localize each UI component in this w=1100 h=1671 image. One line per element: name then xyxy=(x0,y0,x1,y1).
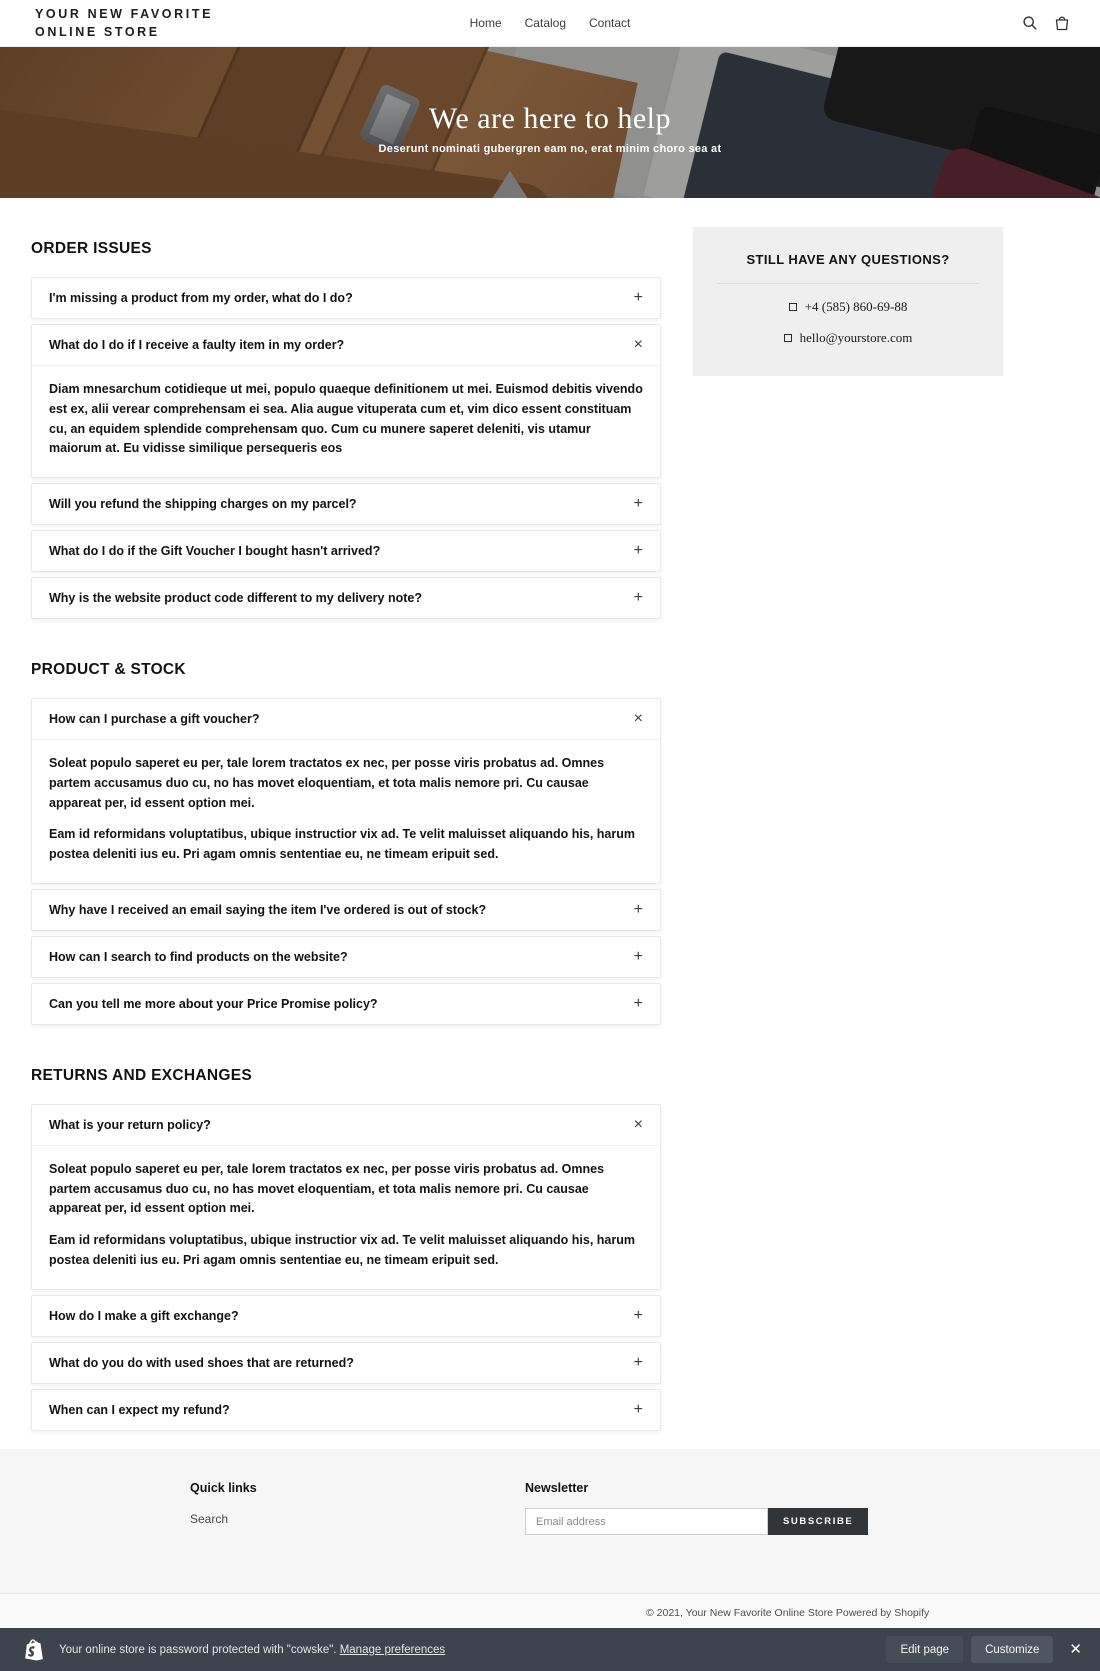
site-header xyxy=(0,0,1100,47)
faq-question-label: I'm missing a product from my order, what do I do? xyxy=(49,291,353,305)
manage-preferences-link[interactable]: Manage preferences xyxy=(339,1643,446,1656)
hero-title: We are here to help xyxy=(429,102,671,135)
phone-icon xyxy=(789,303,797,311)
faq-question-label: How can I search to find products on the website? xyxy=(49,949,348,964)
questions-box-title: STILL HAVE ANY QUESTIONS? xyxy=(746,252,950,267)
faq-item xyxy=(31,1342,661,1384)
collapse-icon[interactable]: × xyxy=(633,336,643,353)
collapse-icon[interactable]: × xyxy=(633,710,643,727)
nav-link-catalog[interactable]: Catalog xyxy=(524,16,567,30)
newsletter-column xyxy=(525,1481,868,1535)
faq-question[interactable] xyxy=(32,1390,660,1430)
powered-by-link[interactable]: Powered by Shopify xyxy=(835,1607,930,1619)
cart-icon[interactable] xyxy=(1054,15,1070,31)
shopify-icon xyxy=(25,1639,44,1661)
divider xyxy=(717,283,979,284)
site-footer xyxy=(0,1449,1100,1593)
faq-item xyxy=(31,1104,661,1290)
faq-item xyxy=(31,698,661,884)
hero-subtitle: Deserunt nominati gubergren eam no, erat minim choro sea at xyxy=(378,143,722,155)
quick-links-title: Quick links xyxy=(190,1481,257,1495)
section-title: RETURNS AND EXCHANGES xyxy=(31,1066,253,1084)
faq-answer-paragraph: Diam mnesarchum cotidieque ut mei, populo quaeque definitionem ut mei. Euismod debitis vivendo est ex, alii verear comprehensam ei sea. Alia augue vituperata cum et, vim dico essent constituam cu, an equidem splendide comprehensam quo. Cum cu munere saperet deleniti, vis utamur maiorum at. Eu vidisse similique persequeris eos xyxy=(49,382,643,456)
nav-link-home[interactable]: Home xyxy=(469,16,502,30)
close-icon[interactable]: ✕ xyxy=(1069,1641,1082,1658)
faq-answer-paragraph: Eam id reformidans voluptatibus, ubique instructior vix ad. Te velit maluisset aliquando his, harum postea deleniti ius eu. Pri agam omnis sententiae eu, ne timeam eripuit sed. xyxy=(49,827,635,861)
faq-question-label: What do I do if the Gift Voucher I bought hasn't arrived? xyxy=(49,544,381,558)
expand-icon[interactable]: + xyxy=(633,289,643,306)
phone-number: +4 (585) 860-69-88 xyxy=(804,299,908,314)
faq-section xyxy=(31,240,661,619)
expand-icon[interactable]: + xyxy=(633,1353,643,1371)
faq-answer xyxy=(32,365,660,477)
search-icon[interactable] xyxy=(1022,15,1038,31)
faq-item xyxy=(31,577,661,619)
email-contact[interactable] xyxy=(717,330,979,346)
copyright-strip xyxy=(0,1593,1100,1628)
expand-icon[interactable]: + xyxy=(633,1400,643,1418)
faq-item xyxy=(31,936,661,978)
header-icons xyxy=(1022,15,1070,31)
faq-answer-paragraph: Soleat populo saperet eu per, tale lorem tractatos ex nec, per posse viris probatus ad. Omnes partem accusamus duo cu, no has movet eloquentiam, et tota malis nemore pri. Cu causae appareat per, id essent option mei. xyxy=(49,756,605,810)
faq-question-label: How do I make a gift exchange? xyxy=(49,1308,239,1323)
faq-item xyxy=(31,277,661,319)
customize-button[interactable]: Customize xyxy=(971,1636,1053,1663)
expand-icon[interactable]: + xyxy=(633,900,643,918)
faq-question-label: What do I do if I receive a faulty item in my order? xyxy=(49,338,345,352)
edit-page-button[interactable]: Edit page xyxy=(886,1636,963,1663)
expand-icon[interactable]: + xyxy=(633,947,643,965)
faq-answer xyxy=(32,1145,660,1289)
faq-question-label: When can I expect my refund? xyxy=(49,1402,230,1417)
faq-item xyxy=(31,1295,661,1337)
faq-question-label: What is your return policy? xyxy=(49,1117,211,1132)
faq-question[interactable] xyxy=(32,1343,660,1383)
expand-icon[interactable]: + xyxy=(633,589,643,606)
faq-answer-paragraph: Soleat populo saperet eu per, tale lorem tractatos ex nec, per posse viris probatus ad. Omnes partem accusamus duo cu, no has movet eloquentiam, et tota malis nemore pri. Cu causae appareat per, id essent option mei. xyxy=(49,1161,605,1216)
main-nav xyxy=(470,16,631,30)
faq-answer-paragraph: Eam id reformidans voluptatibus, ubique instructior vix ad. Te velit maluisset aliquando his, harum postea deleniti ius eu. Pri agam omnis sententiae eu, ne timeam eripuit sed. xyxy=(49,1233,635,1267)
faq-question[interactable] xyxy=(32,984,660,1024)
faq-question-label: Will you refund the shipping charges on my parcel? xyxy=(49,497,357,511)
faq-question-label: What do you do with used shoes that are returned? xyxy=(49,1355,354,1370)
faq-item xyxy=(31,483,661,525)
faq-question-label: How can I purchase a gift voucher? xyxy=(49,712,260,726)
email-address: hello@yourstore.com xyxy=(799,330,913,345)
faq-question[interactable] xyxy=(32,1105,660,1145)
faq-question-label: Why is the website product code different to my delivery note? xyxy=(49,591,422,605)
faq-answer xyxy=(32,739,660,883)
faq-question[interactable] xyxy=(32,699,660,739)
section-title: ORDER ISSUES xyxy=(31,240,152,257)
store-logo[interactable]: YOUR NEW FAVORITE ONLINE STORE xyxy=(35,6,214,39)
faq-question[interactable] xyxy=(32,890,660,930)
copyright-text: © 2021, Your New Favorite Online Store xyxy=(646,1607,833,1619)
section-title: PRODUCT & STOCK xyxy=(31,661,186,678)
newsletter-form xyxy=(525,1508,868,1535)
faq-column xyxy=(31,240,661,1473)
faq-question[interactable] xyxy=(32,484,660,524)
faq-question[interactable] xyxy=(32,278,660,318)
email-icon xyxy=(784,334,792,342)
expand-icon[interactable]: + xyxy=(633,495,643,512)
sidebar xyxy=(693,227,1003,376)
faq-question[interactable] xyxy=(32,578,660,618)
expand-icon[interactable]: + xyxy=(633,1306,643,1324)
subscribe-button[interactable]: SUBSCRIBE xyxy=(768,1508,868,1535)
faq-item xyxy=(31,530,661,572)
expand-icon[interactable]: + xyxy=(633,542,643,559)
questions-box xyxy=(693,227,1003,376)
faq-question-label: Why have I received an email saying the item I've ordered is out of stock? xyxy=(49,902,487,917)
hero-banner xyxy=(0,47,1100,198)
faq-question[interactable] xyxy=(32,937,660,977)
quick-links-column xyxy=(190,1481,525,1535)
footer-link-search[interactable]: Search xyxy=(190,1512,229,1526)
faq-section xyxy=(31,1067,661,1431)
newsletter-title: Newsletter xyxy=(525,1481,589,1495)
faq-question[interactable] xyxy=(32,325,660,365)
expand-icon[interactable]: + xyxy=(633,994,643,1012)
shopify-admin-bar xyxy=(0,1628,1100,1671)
nav-link-contact[interactable]: Contact xyxy=(589,16,631,30)
faq-question[interactable] xyxy=(32,1296,660,1336)
faq-question[interactable] xyxy=(32,531,660,571)
quick-links-list xyxy=(190,1495,525,1528)
faq-item xyxy=(31,324,661,478)
email-input[interactable] xyxy=(525,1508,768,1535)
phone-contact[interactable] xyxy=(717,299,979,315)
password-protected-message: Your online store is password protected with "cowske". xyxy=(59,1643,337,1656)
faq-question-label: Can you tell me more about your Price Promise policy? xyxy=(49,996,378,1011)
collapse-icon[interactable]: × xyxy=(633,1115,643,1133)
faq-item xyxy=(31,889,661,931)
faq-item xyxy=(31,1389,661,1431)
faq-item xyxy=(31,983,661,1025)
main-content xyxy=(0,198,1100,1473)
faq-section xyxy=(31,661,661,1025)
